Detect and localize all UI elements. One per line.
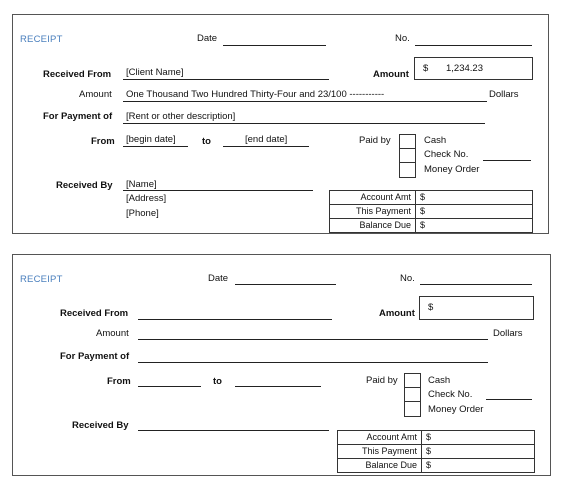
to-field[interactable] (235, 386, 321, 387)
summary-label: Balance Due (338, 459, 422, 473)
account-amount-value[interactable]: $ (416, 191, 533, 205)
account-amount-value[interactable]: $ (422, 431, 535, 445)
for-payment-label: For Payment of (43, 111, 113, 122)
summary-label: Balance Due (330, 219, 416, 233)
summary-label: This Payment (338, 445, 422, 459)
date-label: Date (197, 33, 218, 44)
from-label: From (91, 136, 115, 147)
amount-currency: $ (423, 63, 429, 74)
received-by-field[interactable] (138, 430, 329, 431)
from-field[interactable] (138, 386, 201, 387)
account-amount-row (330, 191, 533, 205)
receipt-title: RECEIPT (20, 34, 63, 45)
received-from-line (123, 79, 329, 80)
amount-words-value[interactable]: One Thousand Two Hundred Thirty-Four and 23/100 ----------- (126, 89, 385, 100)
paid-by-label: Paid by (359, 135, 391, 146)
received-by-line (123, 190, 313, 191)
for-payment-value[interactable]: [Rent or other description] (126, 111, 236, 122)
date-field[interactable] (223, 45, 326, 46)
paid-by-label: Paid by (366, 375, 398, 386)
to-label: to (213, 376, 222, 387)
account-amount-row (338, 431, 535, 445)
from-value[interactable]: [begin date] (126, 134, 176, 145)
for-payment-line (123, 123, 485, 124)
balance-due-row (330, 219, 533, 233)
date-field[interactable] (235, 284, 336, 285)
amount-box[interactable] (419, 296, 534, 320)
amount-label: Amount (373, 69, 409, 80)
to-label: to (202, 136, 211, 147)
received-by-address[interactable]: [Address] (126, 193, 167, 204)
receipt-number-label: No. (395, 33, 410, 44)
from-line (123, 146, 188, 147)
date-label: Date (208, 273, 229, 284)
amount-words-label: Amount (79, 89, 112, 100)
for-payment-field[interactable] (138, 362, 488, 363)
from-label: From (107, 376, 131, 387)
dollars-label: Dollars (493, 328, 523, 339)
received-from-value[interactable]: [Client Name] (126, 67, 184, 78)
this-payment-value[interactable]: $ (416, 205, 533, 219)
receipt-1 (12, 14, 549, 234)
balance-due-value[interactable]: $ (416, 219, 533, 233)
received-by-name[interactable]: [Name] (126, 179, 157, 190)
received-by-label: Received By (56, 180, 113, 191)
this-payment-row (330, 205, 533, 219)
receipt-title: RECEIPT (20, 274, 63, 285)
dollars-label: Dollars (489, 89, 519, 100)
to-value[interactable]: [end date] (245, 134, 288, 145)
amount-box[interactable] (414, 57, 533, 80)
payment-summary-table (337, 430, 535, 473)
cash-label: Cash (428, 375, 451, 386)
amount-words-field[interactable] (138, 339, 488, 340)
balance-due-value[interactable]: $ (422, 459, 535, 473)
received-from-label: Received From (60, 308, 129, 319)
amount-words-label: Amount (96, 328, 129, 339)
balance-due-row (338, 459, 535, 473)
money-order-label: Money Order (424, 164, 480, 175)
amount-label: Amount (379, 308, 415, 319)
amount-currency: $ (428, 302, 434, 313)
this-payment-value[interactable]: $ (422, 445, 535, 459)
summary-label: This Payment (330, 205, 416, 219)
check-number-field[interactable] (486, 399, 532, 400)
payment-summary-table (329, 190, 533, 233)
received-by-phone[interactable]: [Phone] (126, 208, 159, 219)
for-payment-label: For Payment of (60, 351, 130, 362)
summary-label: Account Amt (338, 431, 422, 445)
receipt-2 (12, 254, 551, 476)
check-number-field[interactable] (483, 160, 531, 161)
summary-label: Account Amt (330, 191, 416, 205)
receipt-number-label: No. (400, 273, 415, 284)
check-no-label: Check No. (428, 389, 473, 400)
check-no-label: Check No. (424, 149, 469, 160)
receipt-number-field[interactable] (415, 45, 532, 46)
money-order-label: Money Order (428, 404, 484, 415)
amount-words-line (123, 101, 487, 102)
received-from-label: Received From (43, 69, 112, 80)
to-line (223, 146, 309, 147)
received-from-field[interactable] (138, 319, 332, 320)
received-by-label: Received By (72, 420, 129, 431)
money-order-checkbox[interactable] (399, 162, 416, 178)
amount-value: 1,234.23 (446, 63, 483, 74)
receipt-number-field[interactable] (420, 284, 532, 285)
this-payment-row (338, 445, 535, 459)
money-order-checkbox[interactable] (404, 401, 421, 417)
cash-label: Cash (424, 135, 447, 146)
